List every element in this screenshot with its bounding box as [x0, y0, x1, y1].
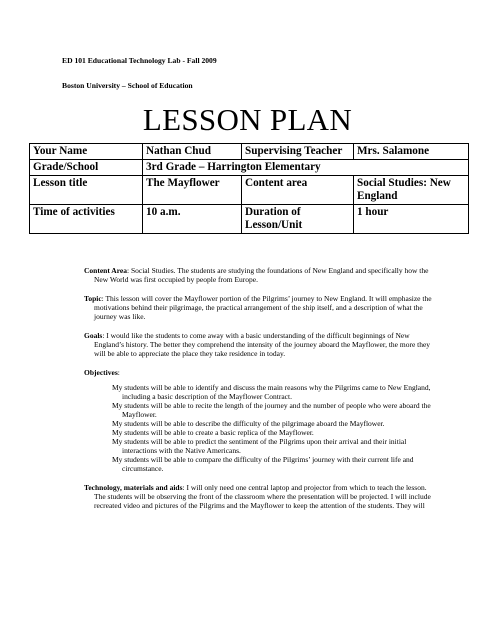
your-name-label: Your Name	[30, 144, 143, 160]
table-row	[30, 205, 469, 234]
course-header: ED 101 Educational Technology Lab - Fall 2009	[62, 56, 217, 65]
technology-text: : I will only need one central laptop and projector from which to teach the lesson. The students will be observing the front of the classroom where the presentation will be projected. I will include recreated video and pictures of the Pilgrims and the Mayflower to keep the attention of the students. They will	[94, 483, 431, 510]
school-header: Boston University – School of Education	[62, 81, 193, 90]
your-name-value: Nathan Chud	[143, 144, 242, 160]
topic-paragraph	[84, 294, 436, 321]
lesson-title-label: Lesson title	[30, 176, 143, 205]
content-area-text: : Social Studies. The students are studying the foundations of New England and specifically how the New World was first occupied by people from Europe.	[94, 266, 429, 284]
lesson-info-table	[29, 143, 469, 234]
list-item: My students will be able to create a basic replica of the Mayflower.	[112, 428, 314, 437]
content-area-label: Content area	[242, 176, 354, 205]
supervising-teacher-value: Mrs. Salamone	[354, 144, 469, 160]
lesson-title-value: The Mayflower	[143, 176, 242, 205]
goals-heading: Goals	[84, 331, 103, 340]
duration-value: 1 hour	[354, 205, 469, 234]
time-label: Time of activities	[30, 205, 143, 234]
objectives-colon: :	[117, 368, 120, 377]
table-row	[30, 160, 469, 176]
topic-text: : This lesson will cover the Mayflower portion of the Pilgrims’ journey to New England. It will emphasize the motivations behind their pilgrimage, the practical arrangement of the ship itself, and a description of what the journey was like.	[94, 294, 432, 321]
content-area-heading: Content Area	[84, 266, 127, 275]
objectives-list	[84, 383, 436, 473]
table-row	[30, 176, 469, 205]
list-item: My students will be able to identify and discuss the main reasons why the Pilgrims came to New England, including a basic description of the Mayflower Contract.	[112, 383, 431, 401]
grade-school-label: Grade/School	[30, 160, 143, 176]
technology-heading: Technology, materials and aids	[84, 483, 183, 492]
content-area-paragraph	[84, 266, 436, 284]
duration-label: Duration of Lesson/Unit	[242, 205, 354, 234]
grade-school-value: 3rd Grade – Harrington Elementary	[143, 160, 469, 176]
list-item: My students will be able to describe the difficulty of the pilgrimage aboard the Mayflower.	[112, 419, 385, 428]
content-area-value: Social Studies: New England	[354, 176, 469, 205]
topic-heading: Topic	[84, 294, 102, 303]
objectives-paragraph	[84, 368, 436, 377]
page-title: LESSON PLAN	[142, 102, 353, 137]
time-value: 10 a.m.	[143, 205, 242, 234]
supervising-teacher-label: Supervising Teacher	[242, 144, 354, 160]
document-body	[84, 266, 436, 520]
list-item: My students will be able to recite the length of the journey and the number of people who were aboard the Mayflower.	[112, 401, 431, 419]
objectives-heading: Objectives	[84, 368, 118, 377]
table-row	[30, 144, 469, 160]
list-item: My students will be able to compare the difficulty of the Pilgrims’ journey with their current life and circumstance.	[112, 455, 414, 473]
list-item: My students will be able to predict the sentiment of the Pilgrims upon their arrival and their initial interactions with the Native Americans.	[112, 437, 407, 455]
goals-paragraph	[84, 331, 436, 358]
technology-paragraph	[84, 483, 436, 510]
goals-text: : I would like the students to come away with a basic understanding of the difficult beginnings of New England’s history. The better they comprehend the intensity of the journey aboard the Mayflower, the more they will be able to appreciate the place they take residence in today.	[94, 331, 431, 358]
